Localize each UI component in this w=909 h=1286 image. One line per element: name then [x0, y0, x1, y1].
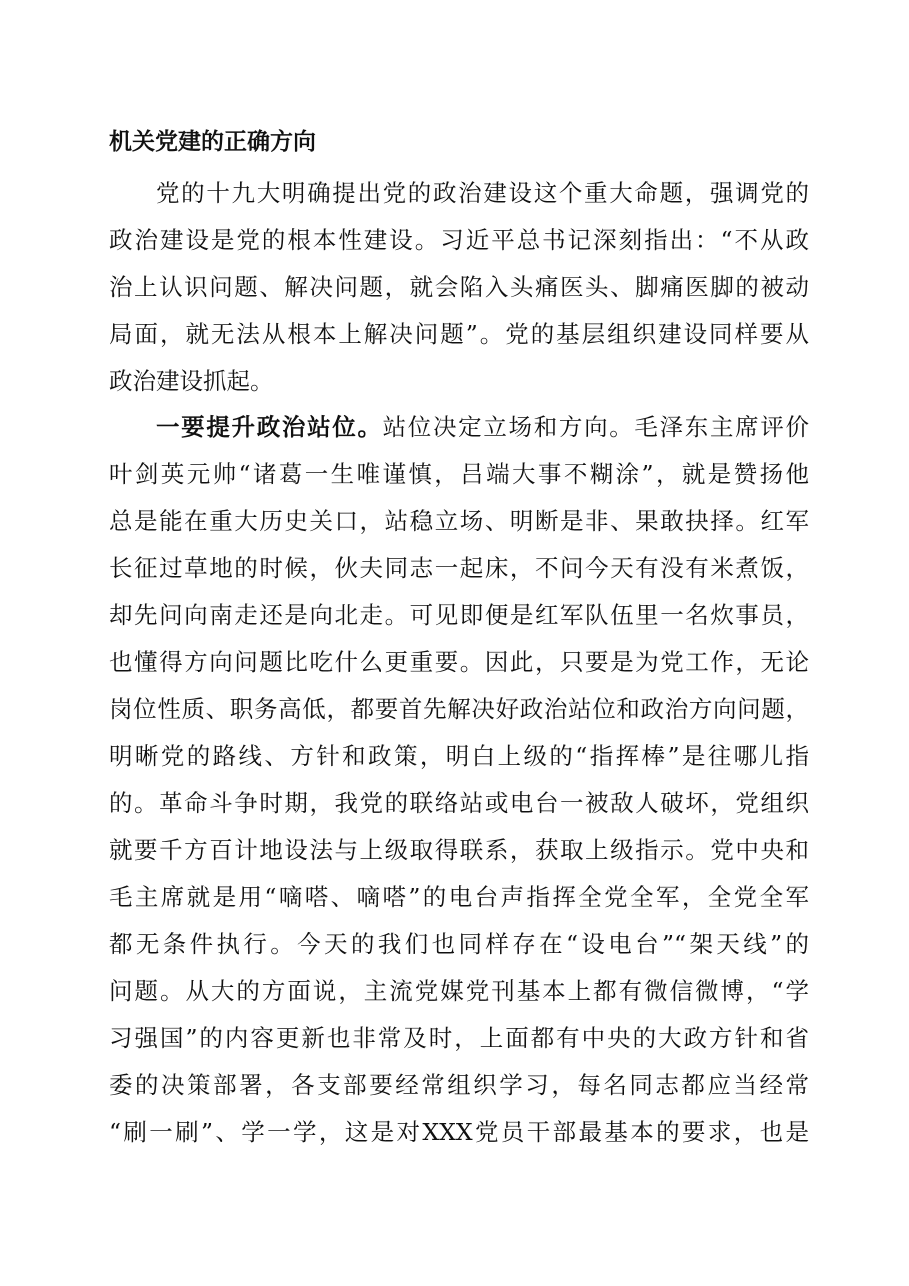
- paragraph-line: 局面，就无法从根本上解决问题”。党的基层组织建设同样要从: [109, 320, 809, 348]
- paragraph-line: “刷一刷”、学一学，这是对XXX党员干部最基本的要求，也是: [109, 1118, 809, 1146]
- paragraph-line: 总是能在重大历史关口，站稳立场、明断是非、果敢抉择。红军: [109, 507, 809, 535]
- paragraph-line: 也懂得方向问题比吃什么更重要。因此，只要是为党工作，无论: [109, 648, 809, 676]
- paragraph-line: 党的十九大明确提出党的政治建设这个重大命题，强调党的: [156, 179, 809, 207]
- paragraph-line: 政治建设抓起。: [109, 367, 274, 395]
- paragraph-line: 问题。从大的方面说，主流党媒党刊基本上都有微信微博，“学: [109, 977, 809, 1005]
- paragraph-political-stance: [109, 404, 809, 1156]
- document-title: 机关党建的正确方向: [109, 129, 316, 155]
- paragraph-intro: [109, 170, 809, 405]
- paragraph-first-line: [109, 404, 809, 451]
- paragraph-line: 治上认识问题、解决问题，就会陷入头痛医头、脚痛医脚的被动: [109, 273, 809, 301]
- paragraph-line: 岗位性质、职务高低，都要首先解决好政治站位和政治方向问题，: [109, 695, 809, 723]
- paragraph-line: 习强国”的内容更新也非常及时，上面都有中央的大政方针和省: [109, 1024, 809, 1052]
- paragraph-line: 的。革命斗争时期，我党的联络站或电台一被敌人破坏，党组织: [109, 789, 809, 817]
- paragraph-line: 叶剑英元帅“诸葛一生唯谨慎，吕端大事不糊涂”，就是赞扬他: [109, 460, 809, 488]
- paragraph-line: 都无条件执行。今天的我们也同样存在“设电台”“架天线”的: [109, 930, 809, 958]
- paragraph-lead-heading: 一要提升政治站位。: [156, 413, 383, 441]
- paragraph-line: 委的决策部署，各支部要经常组织学习，每名同志都应当经常: [109, 1071, 809, 1099]
- paragraph-line: 却先问向南走还是向北走。可见即便是红军队伍里一名炊事员，: [109, 601, 809, 629]
- paragraph-line: 就要千方百计地设法与上级取得联系，获取上级指示。党中央和: [109, 836, 809, 864]
- paragraph-line: 毛主席就是用“嘀嗒、嘀嗒”的电台声指挥全党全军，全党全军: [109, 883, 809, 911]
- paragraph-line: 长征过草地的时候，伙夫同志一起床，不问今天有没有米煮饭，: [109, 554, 809, 582]
- paragraph-line: 政治建设是党的根本性建设。习近平总书记深刻指出：“不从政: [109, 226, 809, 254]
- paragraph-line-text: 站位决定立场和方向。毛泽东主席评价: [382, 413, 810, 441]
- paragraph-line: 明晰党的路线、方针和政策，明白上级的“指挥棒”是往哪儿指: [109, 742, 809, 770]
